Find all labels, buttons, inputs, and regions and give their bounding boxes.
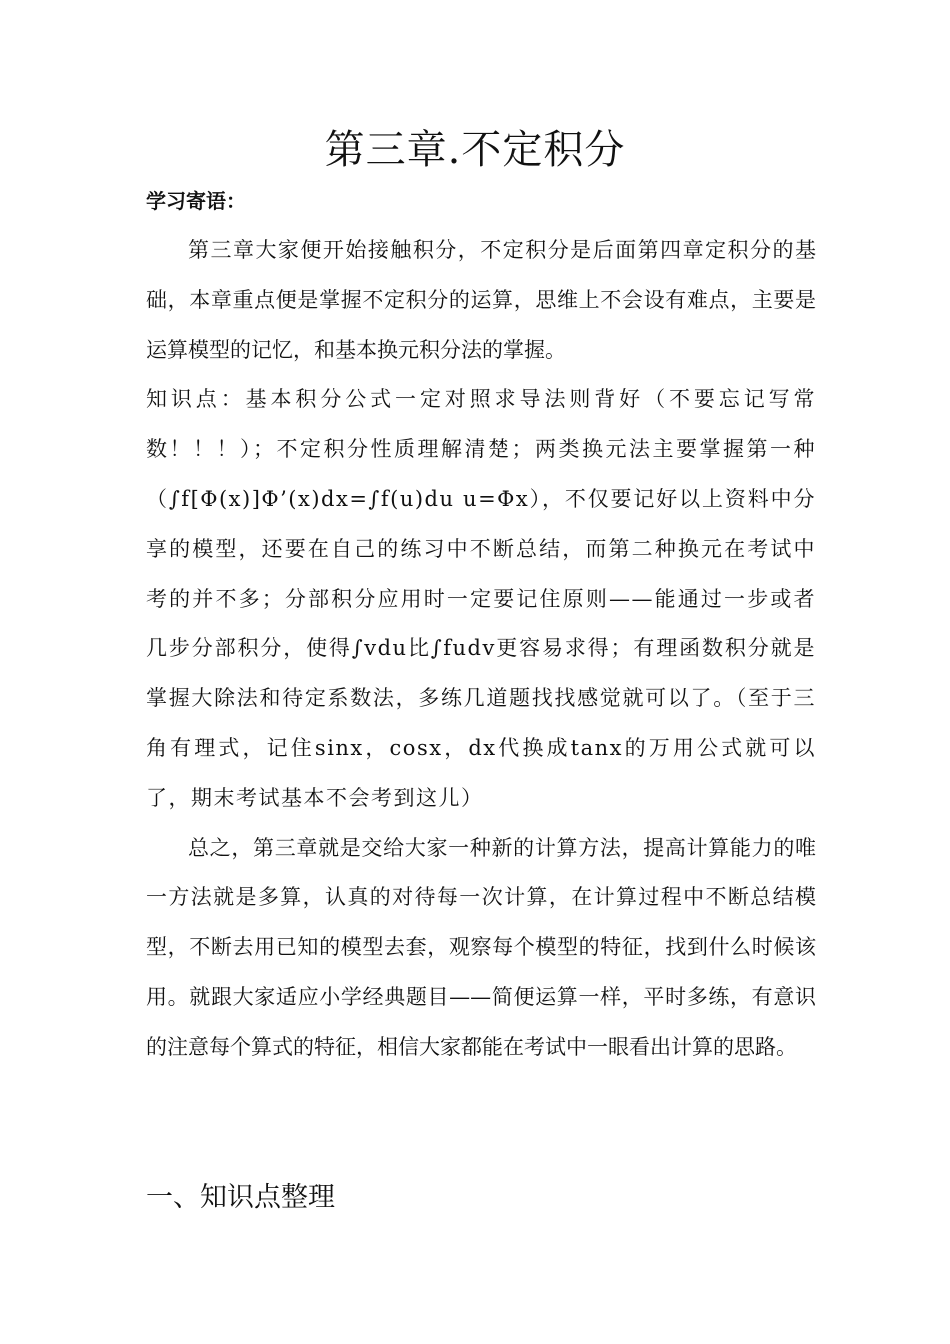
intro-paragraph: 第三章大家便开始接触积分，不定积分是后面第四章定积分的基础，本章重点便是掌握不定积分的运算，思维上不会设有难点，主要是运算模型的记忆，和基本换元积分法的掌握。 [146, 238, 816, 362]
section-heading: 一、知识点整理 [146, 1182, 335, 1213]
knowledge-paragraph: 知识点：基本积分公式一定对照求导法则背好（不要忘记写常数！！！）；不定积分性质理解清楚；两类换元法主要掌握第一种（∫f[Φ(x)]Φ’(x)dx=∫f(u)du u=Φx），不仅要记好以上资料中分享的模型，还要在自己的练习中不断总结，而第二种换元在考试中考的并不多；分部积分应用时一定要记住原则——能通过一步或者几步分部积分，使得∫vdu比∫fudv更容易求得；有理函数积分就是掌握大除法和待定系数法，多练几道题找找感觉就可以了。（至于三角有理式，记住sinx，cosx，dx代换成tanx的万用公式就可以了，期末考试基本不会考到这儿） [146, 387, 816, 810]
body-text [146, 226, 816, 1073]
chapter-title: 第三章.不定积分 [324, 127, 626, 173]
study-note-label: 学习寄语： [146, 189, 246, 213]
summary-paragraph: 总之，第三章就是交给大家一种新的计算方法，提高计算能力的唯一方法就是多算，认真的对待每一次计算，在计算过程中不断总结模型，不断去用已知的模型去套，观察每个模型的特征，找到什么时候该用。就跟大家适应小学经典题目——简便运算一样，平时多练，有意识的注意每个算式的特征，相信大家都能在考试中一眼看出计算的思路。 [146, 835, 816, 1059]
